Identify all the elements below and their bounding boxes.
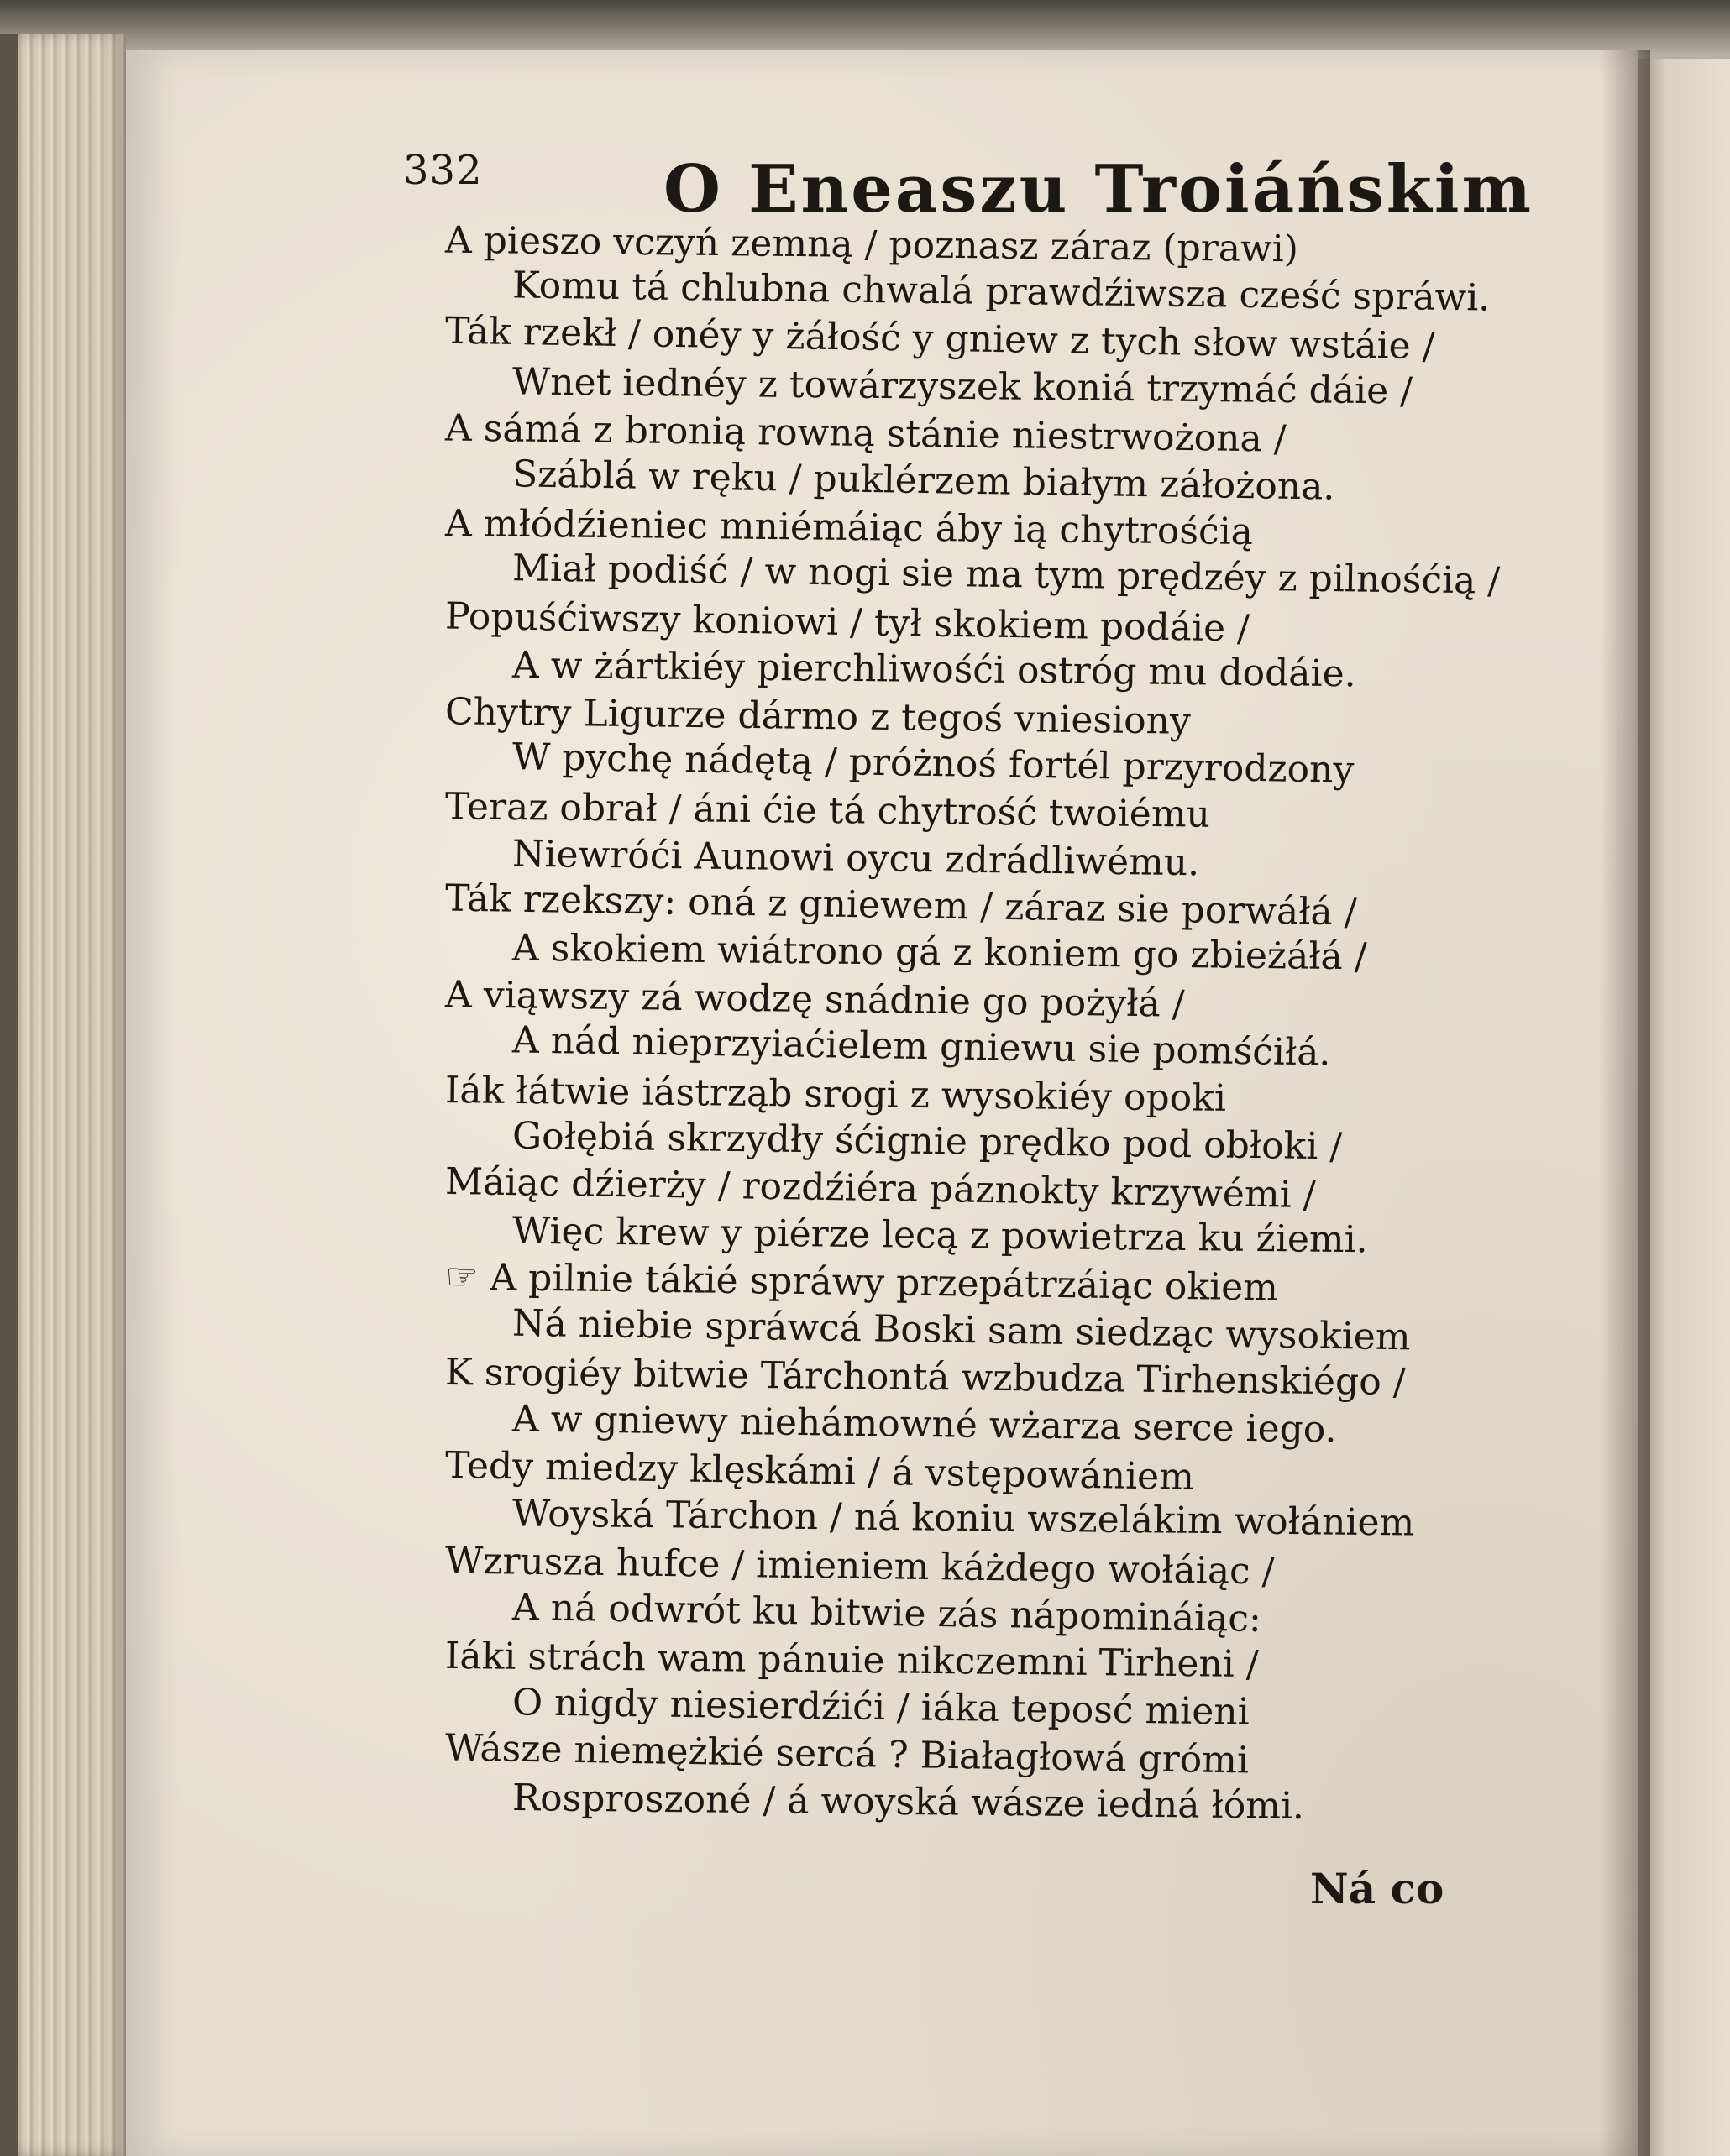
verse-line: Gołębiá skrzydły śćignie prędko pod obłoki /: [511, 1114, 1343, 1169]
verse-line: A viąwszy zá wodzę snádnie go pożyłá /: [444, 973, 1185, 1026]
verse-line: A młódźieniec mniémáiąc áby ią chytrośćią: [444, 502, 1254, 554]
verse-line: Chytry Ligurze dármo z tegoś vniesiony: [444, 690, 1192, 743]
page-number: 332: [403, 147, 483, 194]
verse-line: A nád nieprzyiaćielem gniewu sie pomśćiłá.: [511, 1018, 1331, 1075]
verse-line: Niewróći Aunowi oycu zdrádliwému.: [511, 832, 1200, 884]
verse-line: A sámá z bronią rowną stánie niestrwożona /: [444, 406, 1287, 461]
verse-line: Więc krew y piérze lecą z powietrza ku źiemi.: [511, 1209, 1368, 1262]
page-stack-edges: [0, 34, 126, 2156]
book-page: [126, 50, 1638, 2156]
verse-line: Száblá w ręku / puklérzem białym záłożona.: [511, 453, 1335, 509]
verse-line: A w żártkiéy pierchliwośći ostróg mu dodáie.: [511, 643, 1356, 696]
verse-line: Rosproszoné / á woyská wásze iedná łómi.: [511, 1776, 1305, 1828]
verse-line: Popuśćiwszy koniowi / tył skokiem podáie /: [444, 594, 1250, 651]
verse-line: Woyská Tárchon / ná koniu wszelákim wołániem: [511, 1492, 1415, 1546]
catchword: Ná co: [1310, 1864, 1444, 1913]
verse-line: Komu tá chlubna chwalá prawdźiwsza cześć spráwi.: [511, 264, 1491, 320]
verse-line: A pieszo vczyń zemną / poznasz záraz (prawi): [444, 218, 1299, 271]
verse-line: Teraz obrał / áni ćie tá chytrość twoiému: [444, 785, 1211, 837]
binding-edge: [0, 34, 18, 2156]
verse-line: W pychę nádętą / próżnoś fortél przyrodzony: [511, 735, 1355, 793]
running-head: O Eneaszu Troiáńskim: [663, 151, 1533, 228]
verse-line: Wzrusza hufce / imieniem káżdego wołáiąc /: [444, 1539, 1275, 1593]
verse-line: Ták rzekł / onéy y żáłość y gniew z tych słow wstáie /: [444, 310, 1435, 369]
page-text: [126, 50, 1638, 2156]
verse-line: ☞ A pilnie tákié spráwy przepátrzáiąc okiem: [444, 1255, 1279, 1310]
verse-line: Wásze niemężkié sercá ? Białagłowá grómi: [444, 1726, 1250, 1782]
verse-line: Tedy miedzy klęskámi / á vstępowániem: [444, 1444, 1195, 1499]
verse-line: Ták rzekszy: oná z gniewem / záraz sie porwáłá /: [444, 877, 1357, 934]
verse-line: Miał podiść / w nogi sie ma tym prędzéy z pilnośćią /: [511, 547, 1501, 604]
gutter-shadow: [1600, 50, 1650, 2156]
verse-line: A ná odwrót ku bitwie zás nápomináiąc:: [511, 1585, 1262, 1641]
verse-line: A w gniewy niehámowné wżarza serce iego.: [511, 1397, 1337, 1452]
verse-line: Iák łátwie iástrząb srogi z wysokiéy opoki: [444, 1068, 1227, 1120]
verse-line: Iáki strách wam pánuie nikczemni Tirheni /: [444, 1634, 1259, 1687]
verse-line: K srogiéy bitwie Tárchontá wzbudza Tirhenskiégo /: [444, 1350, 1406, 1404]
verse-line: Ná niebie spráwcá Boski sam siedząc wysokiem: [511, 1301, 1411, 1358]
verse-line: O nigdy niesierdźići / iáka teposć mieni: [511, 1681, 1250, 1734]
verse-line: Máiąc dźierży / rozdźiéra páznokty krzywémi /: [444, 1159, 1316, 1217]
facing-page-edge: [1638, 59, 1730, 2156]
verse-line: Wnet iednéy z towárzyszek koniá trzymáć dáie /: [511, 359, 1413, 413]
verse-line: A skokiem wiátrono gá z koniem go zbieżáłá /: [511, 926, 1367, 979]
